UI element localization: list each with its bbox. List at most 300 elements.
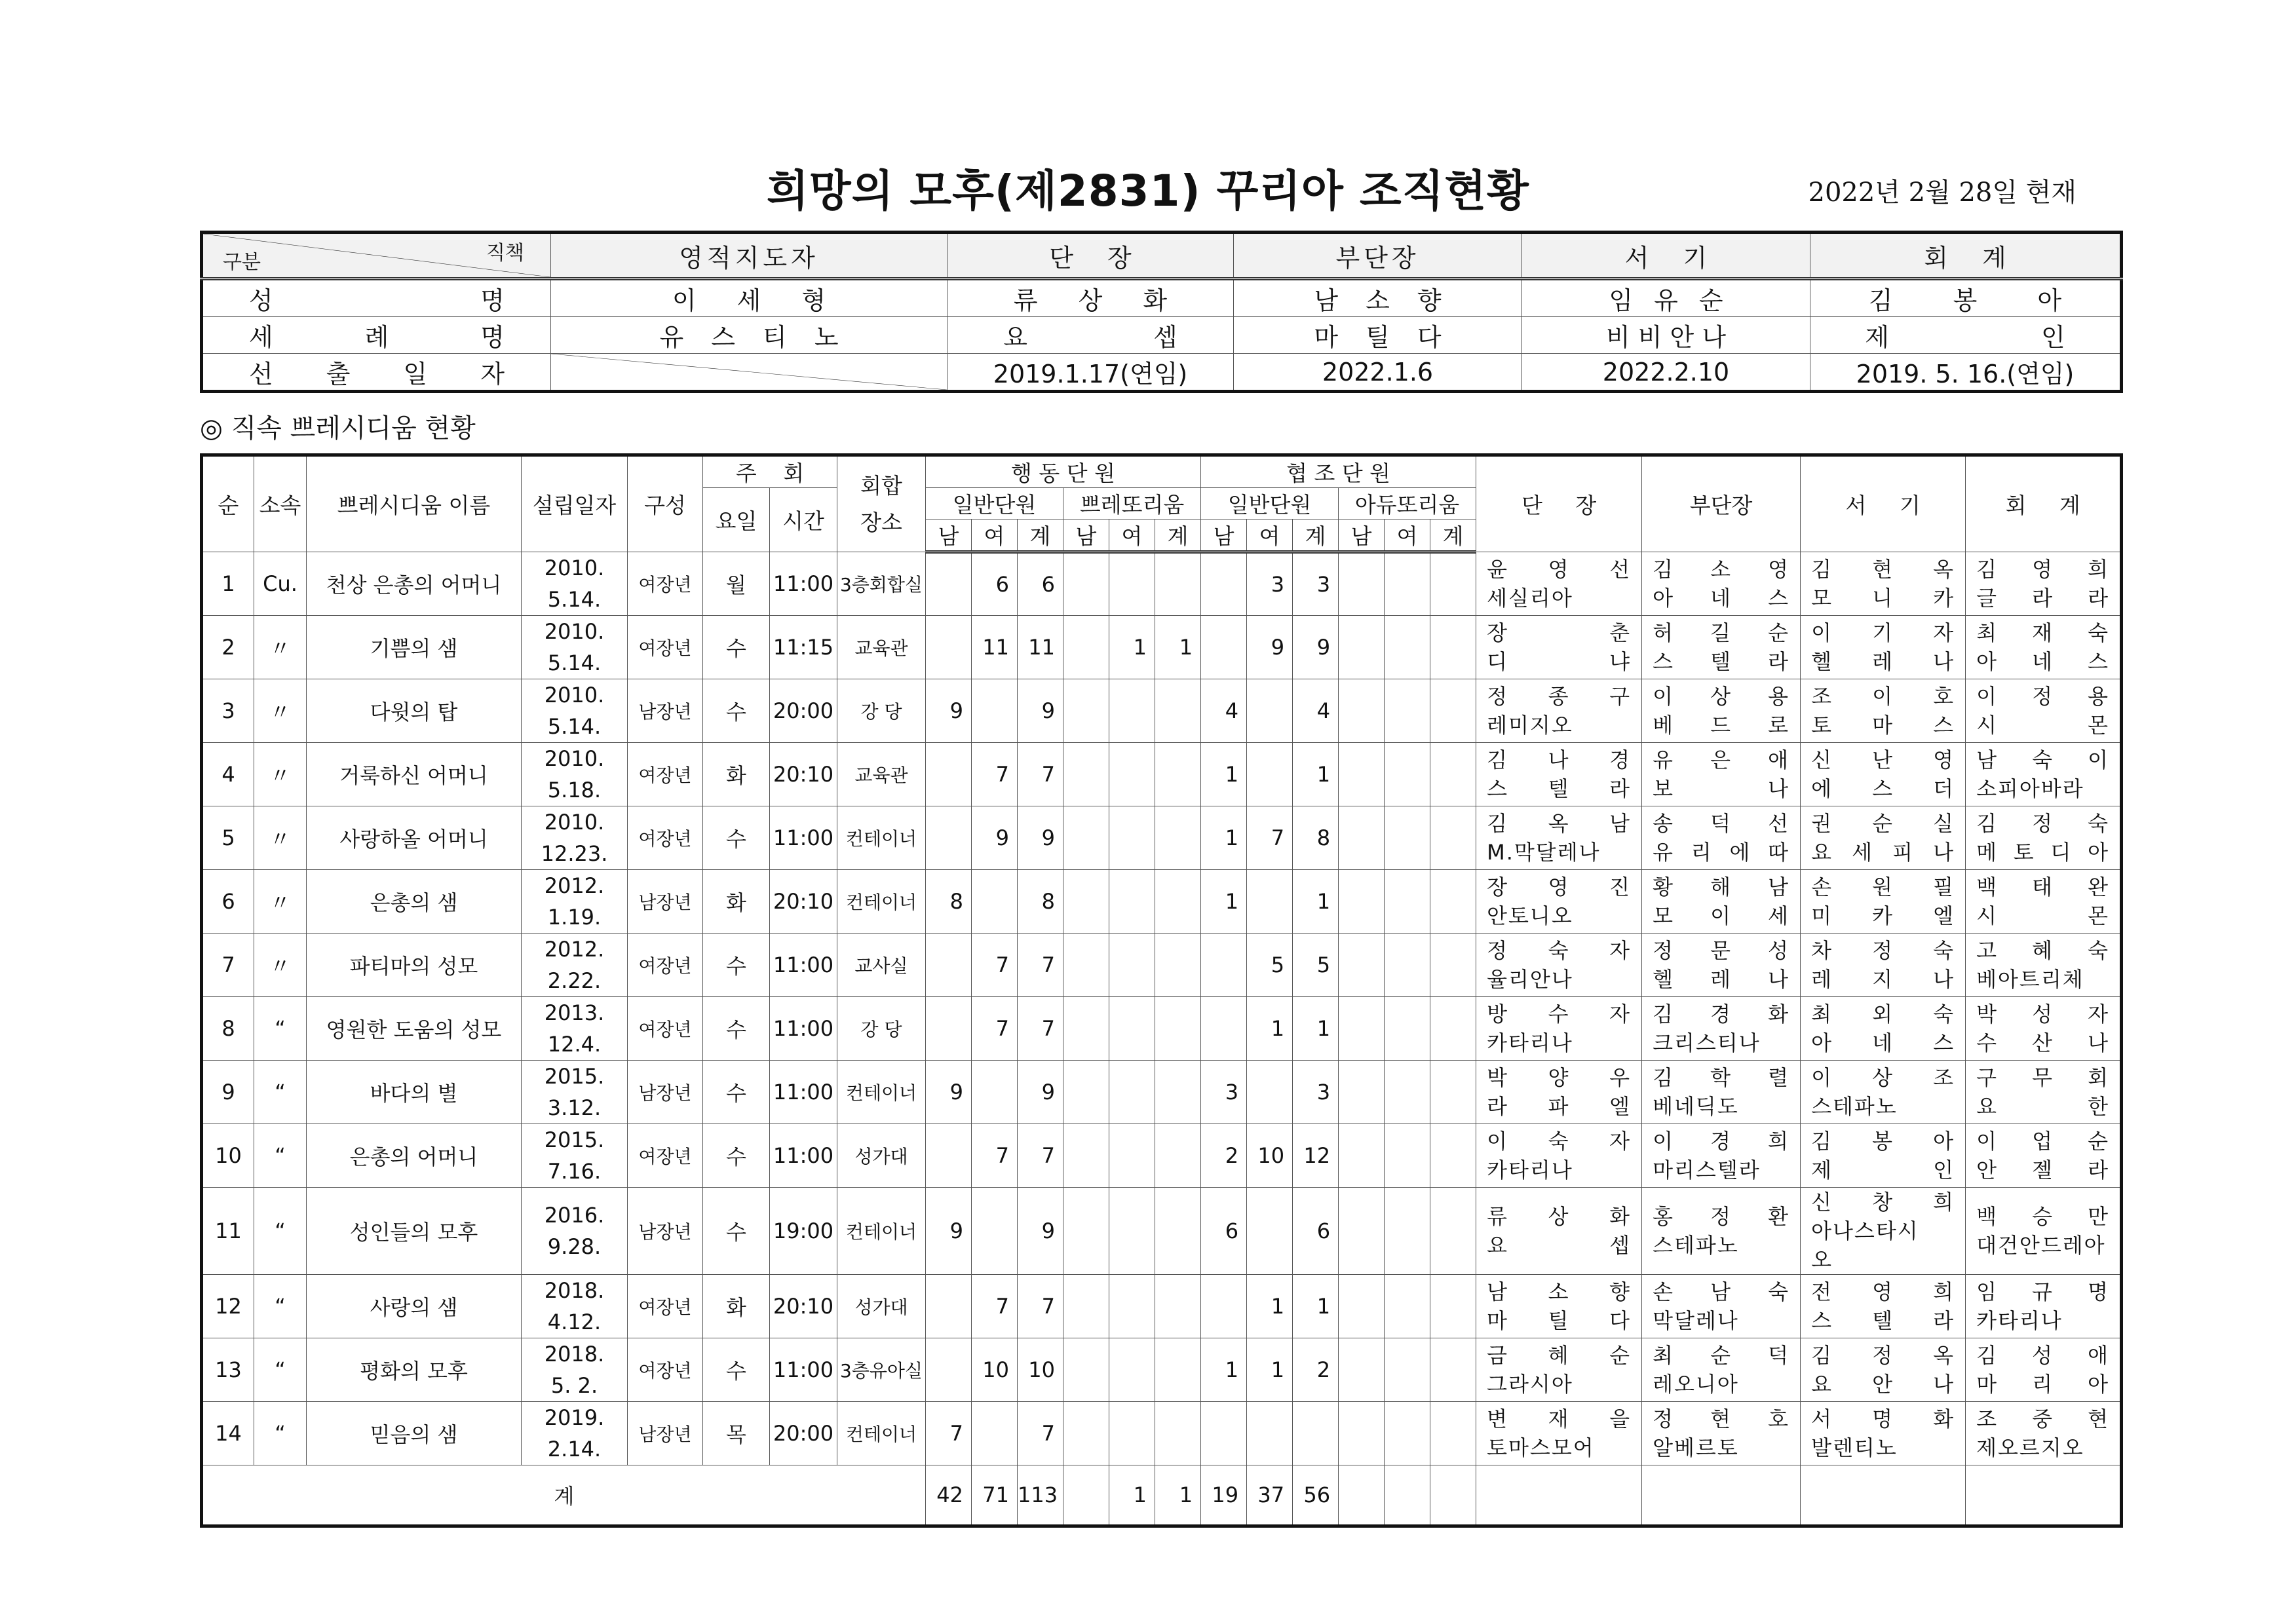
row-count bbox=[1247, 1188, 1293, 1275]
row-count bbox=[1385, 616, 1430, 679]
row-officer-vice: 김 경 화 크리스티나 bbox=[1642, 997, 1801, 1061]
row-count bbox=[1109, 743, 1155, 806]
row-presidium-name: 믿음의 샘 bbox=[307, 1402, 522, 1465]
row-count bbox=[1109, 1275, 1155, 1338]
row-count: 9 bbox=[1018, 679, 1063, 743]
presidium-row bbox=[202, 870, 2122, 934]
row-officer-vice: 이 경 희 마리스텔라 bbox=[1642, 1124, 1801, 1188]
row-day: 월 bbox=[703, 552, 770, 616]
total-value: 1 bbox=[1155, 1465, 1201, 1526]
row-count: 10 bbox=[972, 1338, 1018, 1402]
row-count bbox=[1385, 1402, 1430, 1465]
row-count bbox=[1201, 934, 1247, 997]
row-count bbox=[1430, 1275, 1476, 1338]
row-count bbox=[1109, 1188, 1155, 1275]
row-count: 1 bbox=[1155, 616, 1201, 679]
row-composition: 남장년 bbox=[628, 679, 703, 743]
row-officer-pres: 김 옥 남 M.막달레나 bbox=[1476, 806, 1642, 870]
row-count bbox=[1430, 679, 1476, 743]
row-count bbox=[972, 1061, 1018, 1124]
corner-role-label: 직책 bbox=[486, 242, 524, 265]
row-count bbox=[1385, 743, 1430, 806]
row-count bbox=[1339, 1402, 1385, 1465]
row-count bbox=[1339, 806, 1385, 870]
col-treasurer: 회 계 bbox=[1810, 233, 2122, 279]
row-time: 11:00 bbox=[770, 806, 837, 870]
row-presidium-name: 기쁨의 샘 bbox=[307, 616, 522, 679]
header-aux-general: 일반단원 bbox=[1201, 488, 1339, 519]
row-officer-pres: 장 춘 디 냐 bbox=[1476, 616, 1642, 679]
row-count bbox=[1247, 743, 1293, 806]
row-officer-vice: 김 학 렬 베네딕도 bbox=[1642, 1061, 1801, 1124]
row-officer-treas: 김 정 숙 메 토 디 아 bbox=[1966, 806, 2122, 870]
row-count bbox=[1430, 743, 1476, 806]
row-count bbox=[1109, 934, 1155, 997]
row-day: 수 bbox=[703, 679, 770, 743]
officer-baptismal-name: 요 셉 bbox=[947, 317, 1234, 354]
row-count bbox=[1155, 1124, 1201, 1188]
row-count bbox=[1155, 997, 1201, 1061]
row-count bbox=[1155, 1275, 1201, 1338]
row-affiliation: “ bbox=[254, 1402, 307, 1465]
row-day: 화 bbox=[703, 1275, 770, 1338]
total-value bbox=[1385, 1465, 1430, 1526]
row-count: 3 bbox=[1293, 1061, 1339, 1124]
row-count: 7 bbox=[972, 934, 1018, 997]
row-composition: 여장년 bbox=[628, 1338, 703, 1402]
row-count: 1 bbox=[1247, 997, 1293, 1061]
elected-date: 2019. 5. 16.(연임) bbox=[1810, 354, 2122, 392]
header-time: 시간 bbox=[770, 488, 837, 552]
row-founded: 2018. 5. 2. bbox=[522, 1338, 628, 1402]
row-officer-vice: 황 해 남 모 이 세 bbox=[1642, 870, 1801, 934]
presidium-row bbox=[202, 679, 2122, 743]
row-count bbox=[1430, 1402, 1476, 1465]
row-count: 9 bbox=[926, 1061, 972, 1124]
row-no: 4 bbox=[202, 743, 254, 806]
row-place: 3층유아실 bbox=[837, 1338, 926, 1402]
row-count: 9 bbox=[1018, 806, 1063, 870]
presidium-row bbox=[202, 616, 2122, 679]
header-total: 계 bbox=[1293, 519, 1339, 552]
row-place: 교육관 bbox=[837, 616, 926, 679]
row-officer-sec: 조 이 호 토 마 스 bbox=[1801, 679, 1966, 743]
row-officer-pres: 정 숙 자 율리안나 bbox=[1476, 934, 1642, 997]
total-value: 113 bbox=[1018, 1465, 1063, 1526]
presidium-row bbox=[202, 1402, 2122, 1465]
row-affiliation: 〃 bbox=[254, 870, 307, 934]
row-count: 4 bbox=[1293, 679, 1339, 743]
row-officer-treas: 백 승 만 대건안드레아 bbox=[1966, 1188, 2122, 1275]
row-officer-pres: 박 양 우 라 파 엘 bbox=[1476, 1061, 1642, 1124]
row-count bbox=[1063, 997, 1109, 1061]
row-count: 5 bbox=[1247, 934, 1293, 997]
header-treasurer: 회 계 bbox=[1966, 455, 2122, 552]
row-count: 7 bbox=[926, 1402, 972, 1465]
header-founded: 설립일자 bbox=[522, 455, 628, 552]
officer-name: 이 세 형 bbox=[551, 279, 947, 317]
header-composition: 구성 bbox=[628, 455, 703, 552]
row-place: 강 당 bbox=[837, 997, 926, 1061]
row-count bbox=[1063, 806, 1109, 870]
row-count bbox=[1385, 1061, 1430, 1124]
row-count: 2 bbox=[1201, 1124, 1247, 1188]
row-composition: 남장년 bbox=[628, 870, 703, 934]
header-presidium-name: 쁘레시디움 이름 bbox=[307, 455, 522, 552]
row-time: 11:15 bbox=[770, 616, 837, 679]
row-presidium-name: 다윗의 탑 bbox=[307, 679, 522, 743]
header-total: 계 bbox=[1018, 519, 1063, 552]
row-founded: 2010. 5.14. bbox=[522, 616, 628, 679]
row-count bbox=[1109, 552, 1155, 616]
row-count bbox=[1109, 1402, 1155, 1465]
row-time: 20:00 bbox=[770, 1402, 837, 1465]
as-of-date: 2022년 2월 28일 현재 bbox=[1808, 178, 2076, 208]
elected-date-empty bbox=[551, 354, 947, 392]
row-count bbox=[1385, 806, 1430, 870]
row-count bbox=[1339, 1338, 1385, 1402]
row-count: 7 bbox=[1018, 997, 1063, 1061]
row-day: 수 bbox=[703, 1124, 770, 1188]
row-officer-treas: 이 업 순 안 젤 라 bbox=[1966, 1124, 2122, 1188]
row-count bbox=[926, 1338, 972, 1402]
row-officer-vice: 허 길 순 스 텔 라 bbox=[1642, 616, 1801, 679]
row-presidium-name: 사랑하올 어머니 bbox=[307, 806, 522, 870]
row-count bbox=[1430, 870, 1476, 934]
row-time: 20:10 bbox=[770, 743, 837, 806]
col-secretary: 서 기 bbox=[1522, 233, 1810, 279]
row-count bbox=[1155, 1338, 1201, 1402]
section-title: ◎ 직속 쁘레시디움 현황 bbox=[200, 413, 476, 444]
row-officer-treas: 임 규 명 카타리나 bbox=[1966, 1275, 2122, 1338]
row-founded: 2015. 3.12. bbox=[522, 1061, 628, 1124]
total-value bbox=[1430, 1465, 1476, 1526]
row-no: 14 bbox=[202, 1402, 254, 1465]
row-count bbox=[1155, 743, 1201, 806]
row-count: 1 bbox=[1201, 743, 1247, 806]
presidium-row bbox=[202, 1188, 2122, 1275]
row-count: 3 bbox=[1201, 1061, 1247, 1124]
row-officer-sec: 신 난 영 에 스 더 bbox=[1801, 743, 1966, 806]
row-officer-vice: 정 현 호 알베르토 bbox=[1642, 1402, 1801, 1465]
row-count: 9 bbox=[972, 806, 1018, 870]
row-count: 1 bbox=[1109, 616, 1155, 679]
row-count bbox=[1430, 1061, 1476, 1124]
row-count bbox=[1201, 616, 1247, 679]
total-value: 71 bbox=[972, 1465, 1018, 1526]
row-count: 7 bbox=[972, 1275, 1018, 1338]
row-count: 1 bbox=[1247, 1275, 1293, 1338]
row-count bbox=[1430, 616, 1476, 679]
row-place: 컨테이너 bbox=[837, 1061, 926, 1124]
row-day: 수 bbox=[703, 1338, 770, 1402]
row-count: 7 bbox=[1018, 1124, 1063, 1188]
officer-baptismal-name: 제 인 bbox=[1810, 317, 2122, 354]
row-officer-pres: 남 소 향 마 틸 다 bbox=[1476, 1275, 1642, 1338]
total-value bbox=[1339, 1465, 1385, 1526]
row-count bbox=[1063, 1338, 1109, 1402]
row-count bbox=[972, 1402, 1018, 1465]
row-officer-treas: 백 태 완 시 몬 bbox=[1966, 870, 2122, 934]
col-vice-president: 부단장 bbox=[1234, 233, 1522, 279]
row-count bbox=[972, 679, 1018, 743]
row-count bbox=[1109, 1338, 1155, 1402]
row-count bbox=[1430, 997, 1476, 1061]
row-count bbox=[1247, 870, 1293, 934]
row-composition: 여장년 bbox=[628, 552, 703, 616]
row-time: 11:00 bbox=[770, 1338, 837, 1402]
row-no: 7 bbox=[202, 934, 254, 997]
row-count bbox=[1155, 870, 1201, 934]
total-value: 56 bbox=[1293, 1465, 1339, 1526]
row-affiliation: Cu. bbox=[254, 552, 307, 616]
row-officer-pres: 류 상 화 요 셉 bbox=[1476, 1188, 1642, 1275]
row-day: 화 bbox=[703, 743, 770, 806]
row-officer-vice: 손 남 숙 막달레나 bbox=[1642, 1275, 1801, 1338]
presidium-row bbox=[202, 552, 2122, 616]
corner-category-label: 구분 bbox=[223, 251, 261, 274]
row-count bbox=[1063, 870, 1109, 934]
row-time: 20:10 bbox=[770, 870, 837, 934]
officer-baptismal-name: 마 틸 다 bbox=[1234, 317, 1522, 354]
row-count bbox=[1201, 1402, 1247, 1465]
row-count bbox=[1201, 552, 1247, 616]
row-officer-sec: 손 원 필 미 카 엘 bbox=[1801, 870, 1966, 934]
row-count bbox=[926, 1275, 972, 1338]
presidium-row bbox=[202, 743, 2122, 806]
row-presidium-name: 사랑의 샘 bbox=[307, 1275, 522, 1338]
header-female: 여 bbox=[972, 519, 1018, 552]
row-count: 1 bbox=[1293, 1275, 1339, 1338]
row-count bbox=[1109, 870, 1155, 934]
row-count: 9 bbox=[926, 679, 972, 743]
row-count: 2 bbox=[1293, 1338, 1339, 1402]
page-title: 희망의 모후(제2831) 꾸리아 조직현황 bbox=[767, 166, 1529, 216]
row-count bbox=[1109, 997, 1155, 1061]
row-affiliation: 〃 bbox=[254, 616, 307, 679]
row-count bbox=[1201, 997, 1247, 1061]
row-officer-treas: 박 성 자 수 산 나 bbox=[1966, 997, 2122, 1061]
row-place: 성가대 bbox=[837, 1275, 926, 1338]
row-founded: 2012. 1.19. bbox=[522, 870, 628, 934]
row-place: 교사실 bbox=[837, 934, 926, 997]
col-spiritual-director: 영적지도자 bbox=[551, 233, 947, 279]
row-officer-pres: 이 숙 자 카타리나 bbox=[1476, 1124, 1642, 1188]
row-officer-treas: 조 중 현 제오르지오 bbox=[1966, 1402, 2122, 1465]
row-count: 6 bbox=[1201, 1188, 1247, 1275]
row-time: 11:00 bbox=[770, 552, 837, 616]
row-count bbox=[1063, 616, 1109, 679]
row-count: 5 bbox=[1293, 934, 1339, 997]
row-day: 화 bbox=[703, 870, 770, 934]
row-count: 6 bbox=[972, 552, 1018, 616]
row-count bbox=[1155, 679, 1201, 743]
row-place: 컨테이너 bbox=[837, 1188, 926, 1275]
row-no: 2 bbox=[202, 616, 254, 679]
header-president: 단 장 bbox=[1476, 455, 1642, 552]
row-affiliation: 〃 bbox=[254, 679, 307, 743]
row-composition: 여장년 bbox=[628, 806, 703, 870]
row-no: 11 bbox=[202, 1188, 254, 1275]
presidia-table bbox=[200, 453, 2123, 1528]
row-count: 1 bbox=[1293, 997, 1339, 1061]
header-female: 여 bbox=[1109, 519, 1155, 552]
row-composition: 여장년 bbox=[628, 743, 703, 806]
row-time: 11:00 bbox=[770, 1124, 837, 1188]
row-affiliation: 〃 bbox=[254, 743, 307, 806]
row-officer-vice: 송 덕 선 유 리 에 따 bbox=[1642, 806, 1801, 870]
row-day: 목 bbox=[703, 1402, 770, 1465]
presidia-rows bbox=[202, 552, 2122, 1465]
row-count bbox=[1385, 679, 1430, 743]
row-presidium-name: 파티마의 성모 bbox=[307, 934, 522, 997]
col-president: 단 장 bbox=[947, 233, 1234, 279]
row-count bbox=[1293, 1402, 1339, 1465]
header-female: 여 bbox=[1385, 519, 1430, 552]
row-day: 수 bbox=[703, 934, 770, 997]
row-count bbox=[1385, 934, 1430, 997]
row-count bbox=[1155, 934, 1201, 997]
presidium-row bbox=[202, 934, 2122, 997]
row-count: 6 bbox=[1018, 552, 1063, 616]
header-total: 계 bbox=[1430, 519, 1476, 552]
row-count bbox=[1063, 1061, 1109, 1124]
row-count: 1 bbox=[1293, 743, 1339, 806]
row-place: 컨테이너 bbox=[837, 870, 926, 934]
row-count: 11 bbox=[972, 616, 1018, 679]
row-count: 7 bbox=[1018, 934, 1063, 997]
row-no: 5 bbox=[202, 806, 254, 870]
row-count: 1 bbox=[1201, 870, 1247, 934]
row-time: 11:00 bbox=[770, 1061, 837, 1124]
row-count bbox=[1339, 743, 1385, 806]
row-officer-pres: 정 종 구 레미지오 bbox=[1476, 679, 1642, 743]
row-count bbox=[926, 1124, 972, 1188]
row-count bbox=[1063, 1124, 1109, 1188]
row-founded: 2010. 5.18. bbox=[522, 743, 628, 806]
row-count bbox=[1385, 1275, 1430, 1338]
row-officer-vice: 유 은 애 보 나 bbox=[1642, 743, 1801, 806]
row-count bbox=[1109, 679, 1155, 743]
row-count bbox=[1109, 806, 1155, 870]
officer-baptismal-name: 유 스 티 노 bbox=[551, 317, 947, 354]
header-total: 계 bbox=[1155, 519, 1201, 552]
row-count bbox=[1339, 1188, 1385, 1275]
row-affiliation: “ bbox=[254, 1338, 307, 1402]
row-count bbox=[1339, 616, 1385, 679]
row-officer-sec: 서 명 화 발렌티노 bbox=[1801, 1402, 1966, 1465]
row-composition: 남장년 bbox=[628, 1061, 703, 1124]
row-count: 7 bbox=[1247, 806, 1293, 870]
row-count bbox=[1063, 552, 1109, 616]
row-day: 수 bbox=[703, 616, 770, 679]
row-count bbox=[1430, 552, 1476, 616]
row-count bbox=[1430, 1338, 1476, 1402]
row-count bbox=[1063, 1188, 1109, 1275]
row-count bbox=[926, 616, 972, 679]
row-officer-sec: 차 정 숙 레 지 나 bbox=[1801, 934, 1966, 997]
row-count: 8 bbox=[1018, 870, 1063, 934]
row-count: 10 bbox=[1018, 1338, 1063, 1402]
row-officer-pres: 윤 영 선 세실리아 bbox=[1476, 552, 1642, 616]
row-no: 3 bbox=[202, 679, 254, 743]
row-place: 강 당 bbox=[837, 679, 926, 743]
row-founded: 2010. 5.14. bbox=[522, 552, 628, 616]
row-place: 교육관 bbox=[837, 743, 926, 806]
row-count: 9 bbox=[1018, 1061, 1063, 1124]
row-count bbox=[1247, 1402, 1293, 1465]
row-label-elected-date: 선 출 일 자 bbox=[202, 354, 551, 392]
row-officer-pres: 장 영 진 안토니오 bbox=[1476, 870, 1642, 934]
row-count: 8 bbox=[1293, 806, 1339, 870]
row-count: 7 bbox=[1018, 1402, 1063, 1465]
row-time: 11:00 bbox=[770, 997, 837, 1061]
row-presidium-name: 은총의 샘 bbox=[307, 870, 522, 934]
row-place: 3층회합실 bbox=[837, 552, 926, 616]
row-label-baptismal-name: 세 례 명 bbox=[202, 317, 551, 354]
row-count: 11 bbox=[1018, 616, 1063, 679]
row-composition: 남장년 bbox=[628, 1402, 703, 1465]
row-affiliation: “ bbox=[254, 1124, 307, 1188]
row-presidium-name: 은총의 어머니 bbox=[307, 1124, 522, 1188]
row-count bbox=[1339, 997, 1385, 1061]
row-no: 9 bbox=[202, 1061, 254, 1124]
row-count bbox=[1155, 1402, 1201, 1465]
row-officer-sec: 이 상 조 스테파노 bbox=[1801, 1061, 1966, 1124]
row-count: 9 bbox=[1247, 616, 1293, 679]
row-time: 20:10 bbox=[770, 1275, 837, 1338]
row-officer-pres: 김 나 경 스 텔 라 bbox=[1476, 743, 1642, 806]
officer-name: 김 봉 아 bbox=[1810, 279, 2122, 317]
row-officer-treas: 남 숙 이 소피아바라 bbox=[1966, 743, 2122, 806]
row-count: 7 bbox=[972, 1124, 1018, 1188]
row-presidium-name: 평화의 모후 bbox=[307, 1338, 522, 1402]
row-count bbox=[926, 934, 972, 997]
row-officer-treas: 최 재 숙 아 네 스 bbox=[1966, 616, 2122, 679]
row-count bbox=[1247, 679, 1293, 743]
row-count bbox=[1109, 1124, 1155, 1188]
header-male: 남 bbox=[926, 519, 972, 552]
row-founded: 2010. 5.14. bbox=[522, 679, 628, 743]
row-count bbox=[1063, 743, 1109, 806]
row-count bbox=[926, 997, 972, 1061]
row-count bbox=[1385, 997, 1430, 1061]
row-no: 1 bbox=[202, 552, 254, 616]
row-day: 수 bbox=[703, 1188, 770, 1275]
row-count: 7 bbox=[972, 743, 1018, 806]
row-count bbox=[1339, 1124, 1385, 1188]
total-value bbox=[1063, 1465, 1109, 1526]
header-male: 남 bbox=[1339, 519, 1385, 552]
row-officer-vice: 김 소 영 아 네 스 bbox=[1642, 552, 1801, 616]
row-place: 성가대 bbox=[837, 1124, 926, 1188]
row-count: 8 bbox=[926, 870, 972, 934]
row-time: 11:00 bbox=[770, 934, 837, 997]
row-count bbox=[1385, 1188, 1430, 1275]
header-adjutorian: 아듀또리움 bbox=[1339, 488, 1476, 519]
presidium-row bbox=[202, 997, 2122, 1061]
corner-header bbox=[202, 233, 551, 279]
row-officer-sec: 김 정 옥 요 안 나 bbox=[1801, 1338, 1966, 1402]
row-presidium-name: 바다의 별 bbox=[307, 1061, 522, 1124]
row-affiliation: “ bbox=[254, 1275, 307, 1338]
row-officer-sec: 김 현 옥 모 니 카 bbox=[1801, 552, 1966, 616]
row-affiliation: “ bbox=[254, 1188, 307, 1275]
total-value: 1 bbox=[1109, 1465, 1155, 1526]
row-count: 10 bbox=[1247, 1124, 1293, 1188]
row-officer-pres: 방 수 자 카타리나 bbox=[1476, 997, 1642, 1061]
row-count bbox=[1339, 1061, 1385, 1124]
